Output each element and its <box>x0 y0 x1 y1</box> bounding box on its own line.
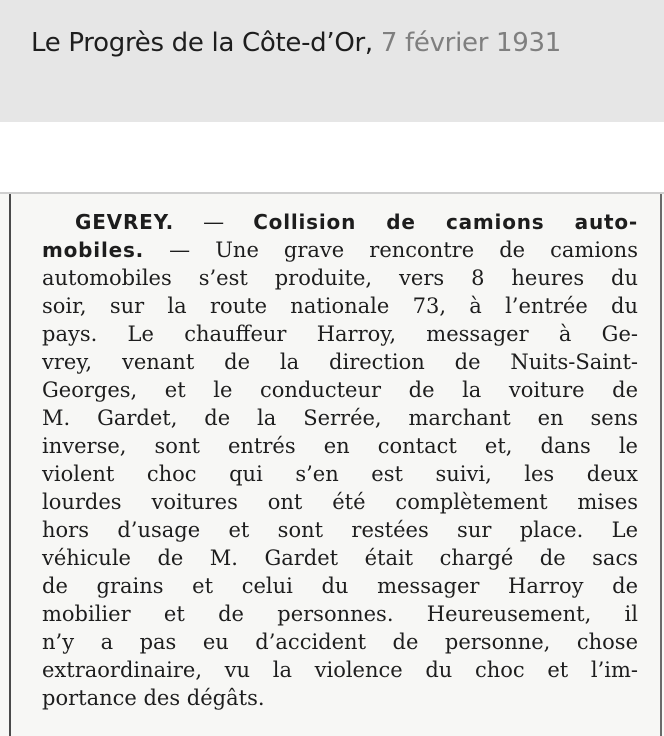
article-line <box>42 236 638 264</box>
article-line: Georges, et le conducteur de la voiture de <box>42 378 638 402</box>
article-line: véhicule de M. Gardet était chargé de sacs <box>42 546 638 570</box>
article-line: soir, sur la route nationale 73, à l’entrée du <box>42 294 638 318</box>
newspaper-clipping <box>0 192 664 736</box>
article-line <box>75 208 638 236</box>
page-title <box>31 28 561 58</box>
article-text-line: — Une grave rencontre de camions <box>144 238 638 262</box>
publication-date: 7 février 1931 <box>380 28 562 58</box>
article-line: M. Gardet, de la Serrée, marchant en sens <box>42 406 638 430</box>
article-line: extraordinaire, vu la violence du choc et l’im- <box>42 658 638 682</box>
article-line: violent choc qui s’en est suivi, les deux <box>42 462 638 486</box>
column-rule-right <box>660 194 662 736</box>
header-bar <box>0 0 664 122</box>
article-line: hors d’usage et sont restées sur place. Le <box>42 518 638 542</box>
article-line: de grains et celui du messager Harroy de <box>42 574 638 598</box>
article-line: automobiles s’est produite, vers 8 heures du <box>42 266 638 290</box>
article-line: mobilier et de personnes. Heureusement, il <box>42 602 638 626</box>
article-dash: — <box>174 210 254 234</box>
column-rule-left <box>9 194 11 736</box>
article-line: pays. Le chauffeur Harroy, messager à Ge- <box>42 322 638 346</box>
article-line: lourdes voitures ont été complètement mises <box>42 490 638 514</box>
article-line: portance des dégâts. <box>42 686 265 710</box>
article-line: n’y a pas eu d’accident de personne, chose <box>42 630 638 654</box>
article-line: inverse, sont entrés en contact et, dans le <box>42 434 638 458</box>
article-place: GEVREY. <box>75 210 174 234</box>
article-line: vrey, venant de la direction de Nuits-Saint- <box>42 350 638 374</box>
article-headline-part1: Collision de camions auto- <box>253 210 638 234</box>
article-headline-part2: mobiles. <box>42 238 145 262</box>
newspaper-name: Le Progrès de la Côte-d’Or, <box>31 28 373 58</box>
